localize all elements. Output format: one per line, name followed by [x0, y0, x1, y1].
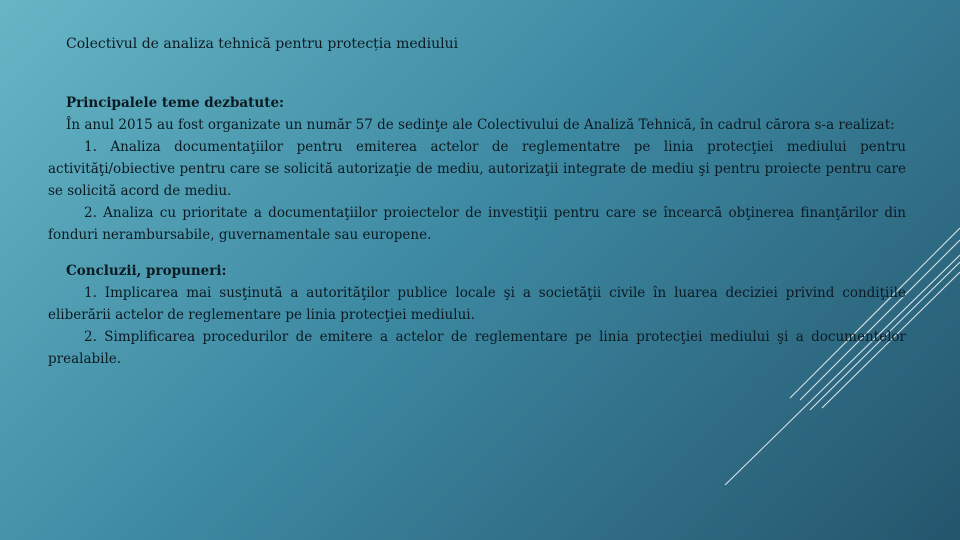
section-heading-conclusions: Concluzii, propuneri: [66, 263, 227, 279]
list-item: 2. Simplificarea procedurilor de emitere a actelor de reglementare pe linia protecţiei mediului şi a documentelor prealabile. [48, 329, 906, 367]
list-item: 1. Analiza documentaţiilor pentru emiterea actelor de reglementatre pe linia protecţiei mediului pentru activităţi/obiective pentru care se solicită autorizaţie de mediu, autorizaţii integrate de mediu şi pentru proiecte pentru care se solicită acord de mediu. [48, 139, 906, 199]
list-item: 1. Implicarea mai susţinută a autorităţilor publice locale şi a societăţii civile în luarea deciziei privind condiţiile eliberării actelor de reglementare pe linia protecţiei mediului. [48, 285, 906, 323]
slide-title: Colectivul de analiza tehnică pentru protecția mediului [66, 36, 459, 52]
slide-body [48, 92, 906, 370]
section-heading-topics: Principalele teme dezbatute: [66, 95, 285, 111]
spacer [48, 246, 906, 260]
list-item: 2. Analiza cu prioritate a documentaţiilor proiectelor de investiţii pentru care se încearcă obţinerea finanţărilor din fonduri nerambursabile, guvernamentale sau europene. [48, 205, 906, 243]
section-intro: În anul 2015 au fost organizate un număr 57 de sedinţe ale Colectivului de Analiză Tehnică, în cadrul cărora s-a realizat: [66, 117, 895, 133]
